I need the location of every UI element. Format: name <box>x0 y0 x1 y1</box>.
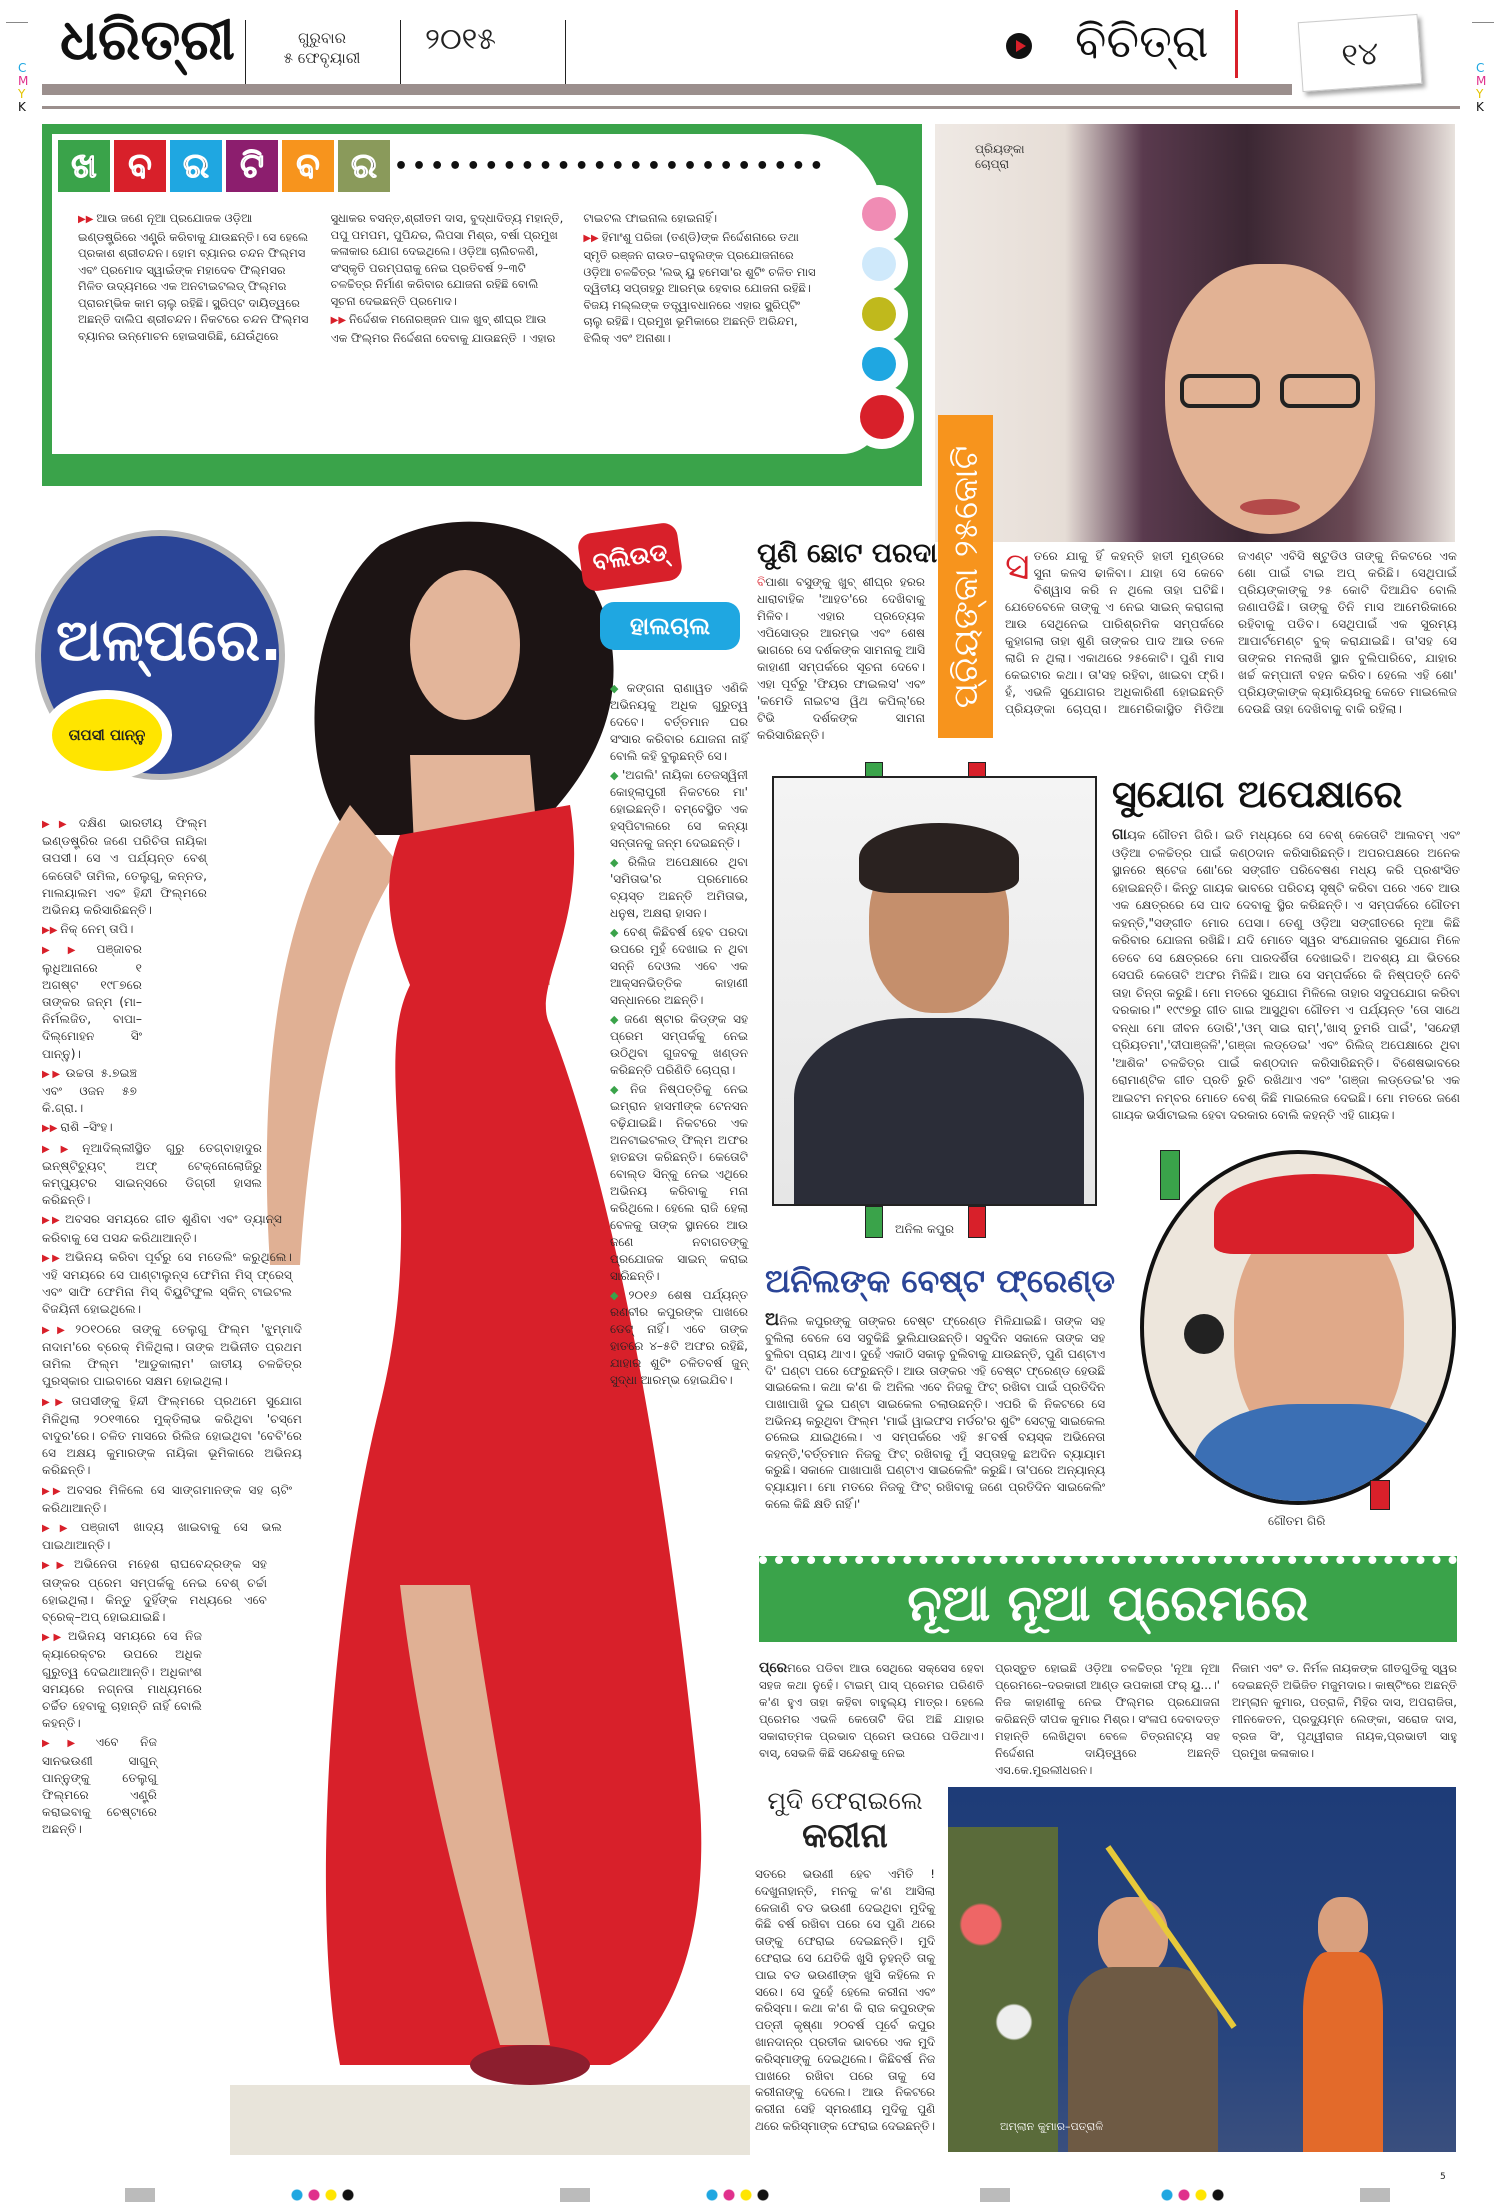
divider <box>245 20 246 85</box>
fact-item: ▶▶ ଅଭିନେତା ମହେଶ ରାଘବେନ୍ଦ୍ରଙ୍କ ସହ ତାଙ୍କର ପ୍ରେମ ସମ୍ପର୍କକୁ ନେଇ ବେଶ୍ ଚର୍ଚ୍ଚା ହୋଇଥିଲା। କିନ୍ତୁ ଦୁହିଁଙ୍କ ମଧ୍ୟରେ ଏବେ ବ୍ରେକ୍–ଅପ୍ ହୋଇଯାଇଛି। <box>42 1557 267 1624</box>
drop-cap: ସ <box>1005 544 1030 588</box>
drop-cap: ଗା <box>1112 825 1127 843</box>
nua-prem-headline: ନୂଆ ନୂଆ ପ୍ରେମରେ <box>907 1573 1309 1632</box>
fact-item: ▶▶ ୨୦୧୦ରେ ତାଙ୍କୁ ତେଲୁଗୁ ଫିଲ୍ମ 'ଝୁମ୍ମାଦି ନାଦାମ'ରେ ବ୍ରେକ୍ ମିଳିଥିଲା। ତାଙ୍କ ଅଭିନୀତ ପ୍ରଥମ ତାମିଲ ଫିଲ୍ମ 'ଆଡୁକାଲାମ' ଜାତୀୟ ଚଳଚ୍ଚିତ୍ର ପୁରସ୍କାର ପାଇବାରେ ସକ୍ଷମ ହୋଇଥିଲା। <box>42 1321 302 1389</box>
nua-prem-photo <box>948 1787 1456 2152</box>
bollywood-item: ◆ 'ଅଗଲି' ନାୟିକା ତେଜସ୍ୱିନୀ କୋହ୍ଲାପୁରୀ ନିକଟରେ ମା' ହୋଇଛନ୍ତି। ବମ୍ବେସ୍ଥିତ ଏକ ହସ୍‌ପିଟାଲରେ ସେ କନ୍ୟା ସନ୍ତାନକୁ ଜନ୍ମ ଦେଇଛନ୍ତି। <box>610 768 748 850</box>
crop-mark <box>6 22 28 23</box>
gautam-article: ଗାୟକ ଗୌତମ ଗିରି। ଇତି ମଧ୍ୟରେ ସେ ବେଶ୍ କେତୋଟି ଆଲବମ୍ ଏବଂ ଓଡ଼ିଆ ଚଳଚ୍ଚିତ୍ର ପାଇଁ କଣ୍ଠଦାନ କରିସାରିଛନ୍ତି। ଅପରପକ୍ଷରେ ଅନେକ ସ୍ଥାନରେ ଷ୍ଟେଜ ଶୋ'ରେ ସଙ୍ଗୀତ ପରିବେଷଣ ମଧ୍ୟ କରି ପ୍ରଶଂସିତ ହୋଇଛନ୍ତି। କିନ୍ତୁ ଗାୟକ ଭାବରେ ପରିଚୟ ସୃଷ୍ଟି କରିବା ପରେ ଏବେ ଆଉ ଏକ କ୍ଷେତ୍ରରେ ସେ ପାଦ ଦେବାକୁ ସ୍ଥିର କରିଛନ୍ତି। ଏ ସମ୍ପର୍କରେ ଗୌତମ କହନ୍ତି,"ସଙ୍ଗୀତ ମୋର ପେସା। ତେଣୁ ଓଡ଼ିଆ ସଙ୍ଗୀତରେ ନୂଆ କିଛି କରିବାର ଯୋଜନା ରଖିଛି। ଯଦି ମୋତେ ସ୍ୱର ସଂଯୋଜନାର ସୁଯୋଗ ମିଳେ ତେବେ ସେ କ୍ଷେତ୍ରରେ ମୋ ପାରଦର୍ଶିତା ଦେଖାଇବି। ଅବଶ୍ୟ ଯା ଭିତରେ ସେପରି କେତୋଟି ଅଫର ମିଳିଛି। ଆଉ ସେ ସମ୍ପର୍କରେ କି ନିଷ୍ପତ୍ତି ନେବି ତାହା ଚିନ୍ତା କରୁଛି। ମୋ ମତରେ ସୁଯୋଗ ମିଳିଲେ ତାହାର ସଦୁପଯୋଗ କରିବା ଦରକାର।" ୧୯୯୭ରୁ ଗୀତ ଗାଇ ଆସୁଥିବା ଗୌତମ ଏ ପର୍ଯ୍ୟନ୍ତ 'ତୋ ସାଥେ ବନ୍ଧା ମୋ ଜୀବନ ଡୋରି','ଓମ୍ ସାଇ ରାମ୍','ଖାସ୍ ତୁମରି ପାଇଁ', 'ସନ୍ଦେହୀ ପ୍ରିୟତମା','ଦୀପାଞ୍ଜଳି','ଗଞ୍ଜା ଲଡ୍ଡେଇ' ଏବଂ ରିଲିଜ୍ ଅପେକ୍ଷାରେ ଥିବା 'ଆଶିକ' ଚଳଚ୍ଚିତ୍ର ପାଇଁ କଣ୍ଠଦାନ କରିସାରିଛନ୍ତି। ବିଶେଷଭାବରେ ରୋମାଣ୍ଟିକ ଗୀତ ପ୍ରତି ରୁଚି ରଖିଥାଏ ଏବଂ 'ଗଞ୍ଜା ଲଡ୍ଡେଇ'ର ଏକ ଆଇଟମ ନମ୍ବର ମୋତେ ବେଶ୍ କିଛି ମାଇଲେଜ ଦେଇଛି। ମୋ ମତରେ ଜଣେ ଗାୟକ ଭର୍ସାଟାଇଲ ହେବା ଦରକାର ବୋଲି କହନ୍ତି ଏହି ଗାୟକ। <box>1112 825 1460 1122</box>
arrow-icon: ▶▶ <box>78 214 94 225</box>
anil-frame-red <box>968 1206 986 1238</box>
arrow-icon: ▶▶ <box>330 315 347 326</box>
footer-color-bar <box>0 2188 1500 2204</box>
fact-item: ▶▶ ପଞ୍ଜାବର ଲୁଧିଆନାରେ ୧ ଅଗଷ୍ଟ ୧୯୮୭ରେ ତାଙ୍କର ଜନ୍ମ (ମା–ନିର୍ମଲଜିତ, ବାପା–ଦିଲ୍‌ମୋହନ ସିଂ ପାନ୍ନୁ)। <box>42 942 142 1061</box>
bollywood-badge-top: ବଲିଉଡ୍ <box>576 521 683 592</box>
gautam-frame-red <box>1370 1480 1390 1510</box>
nua-prem-col: ପ୍ରସ୍ତୁତ ହୋଇଛି ଓଡ଼ିଆ ଚଳଚ୍ଚିତ୍ର 'ନୂଆ ନୂଆ ପ୍ରେମରେ–ଦରକାରୀ ଆଣ୍ଡ ଉପକାରୀ ଫର୍ ୟୁ...।' ନିଜ କାହାଣୀକୁ ନେଇ ଫିଲ୍ମର ପ୍ରଯୋଜନା କରିଛନ୍ତି ଦୀପକ କୁମାର ମିଶ୍ର। ସଂଳାପ ଦେବାଦତ୍ତ ମହାନ୍ତି ଲେଖିଥିବା ବେଳେ ଚିତ୍ରନାଟ୍ୟ ସହ ନିର୍ଦ୍ଦେଶନା ଦାୟିତ୍ୱରେ ଅଛନ୍ତି ଏସ.କେ.ମୁରଲୀଧରନ। <box>995 1661 1221 1777</box>
fact-item: ▶▶ ଦକ୍ଷିଣ ଭାରତୀୟ ଫିଲ୍ମ ଇଣ୍ଡଷ୍ଟ୍ରିର ଜଣେ ପରିଚିତା ନାୟିକା ତାପସୀ। ସେ ଏ ପର୍ଯ୍ୟନ୍ତ ବେଶ୍ କେତୋଟି ତାମିଲ, ତେଲୁଗୁ, କନ୍ନଡ, ମାଲୟାଲମ ଏବଂ ହିନ୍ଦୀ ଫିଲ୍ମରେ ଅଭିନୟ କରିସାରିଛନ୍ତି। <box>42 816 207 918</box>
bollywood-item: ◆ ୨୦୧୬ ଶେଷ ପର୍ଯ୍ୟନ୍ତ ରଣବୀର କପୁରଙ୍କ ପାଖରେ ଡେଟ୍ ନାହିଁ। ଏବେ ତାଙ୍କ ହାତରେ ୪–୫ଟି ଅଫର ରହିଛି, ଯାହାର ଶୁଟିଂ ଚଳିତବର୍ଷ ଜୁନ୍ ସୁଦ୍ଧା ଆରମ୍ଭ ହୋଇଯିବ। <box>610 1288 748 1387</box>
masthead-dateline: ଗୁରୁବାର ୫ ଫେବୃୟାରୀ <box>283 29 361 67</box>
page-number-tab <box>1298 14 1423 92</box>
section-title: ବିଚିତ୍ରା <box>1075 14 1209 68</box>
fact-item: ▶▶ ଅବସର ସମୟରେ ଗୀତ ଶୁଣିବା ଏବଂ ଡ୍ୟାନ୍ସ କରିବାକୁ ସେ ପସନ୍ଦ କରିଥାଆନ୍ତି। <box>42 1212 282 1245</box>
photo-caption: ଗୌତମ ଗିରି <box>1268 1514 1326 1528</box>
chhota-parada-headline: ପୁଣି ଛୋଟ ପରଦା <box>757 538 938 569</box>
gautam-photo <box>1140 1150 1456 1505</box>
fact-item: ▶▶ ଉଚ୍ଚତା ୫.୭ଇଞ୍ଚ ଏବଂ ଓଜନ ୫୭ କି.ଗ୍ରା.। <box>42 1065 138 1116</box>
arrow-icon: ▶▶ <box>583 232 599 244</box>
divider <box>565 20 566 85</box>
bollywood-item: ◆ ରିଲିଜ ଅପେକ୍ଷାରେ ଥିବା 'ସମିତାଭ'ର ପ୍ରମୋରେ ବ୍ୟସ୍ତ ଅଛନ୍ତି ଅମିତାଭ, ଧନୁଷ, ଅକ୍ଷରା ହାସନ। <box>610 855 748 920</box>
header-rule <box>42 106 1460 109</box>
bollywood-item: ◆ ବେଶ୍ କିଛିବର୍ଷ ହେବ ପରଦା ଉପରେ ମୁହଁ ଦେଖାଇ ନ ଥିବା ସନ୍ନି ଦେଓଲ ଏବେ ଏକ ଆକ୍ସନଭିତ୍ତିକ କାହାଣୀ ସନ୍ଧାନରେ ଅଛନ୍ତି। <box>610 925 748 1007</box>
masthead-year: ୨୦୧୫ <box>425 22 497 57</box>
fact-item: ▶▶ ଅଭିନୟ କରିବା ପୂର୍ବରୁ ସେ ମଡେଲିଂ କରୁଥିଲେ। ଏହି ସମୟରେ ସେ ପାଣ୍ଟାଲୁନ୍ସ ଫେମିନା ମିସ୍ ଫ୍ରେସ୍ ଏବଂ ସାଫି ଫେମିନା ମିସ୍ ବିୟୁଟିଫୁଲ ସ୍କିନ୍ ଟାଇଟଲ ବିଜୟିନୀ ହୋଇଥିଲେ। <box>42 1249 292 1317</box>
header-band <box>42 84 1292 95</box>
crop-mark <box>1472 22 1494 23</box>
khabar-item: ▶▶ ନିର୍ଦ୍ଦେଶକ ମନୋରଞ୍ଜନ ପାଳ ଖୁବ୍ ଶୀଘ୍ର ଆଉ ଏକ ଫିଲ୍ମର ନିର୍ଦ୍ଦେଶନା ଦେବାକୁ ଯାଉଛନ୍ତି । ଏହାର ଟାଇଟଲ ଫାଇନାଲ ହୋଇନାହିଁ। <box>330 211 718 345</box>
bollywood-item: ◆ ନିଜ ନିଷ୍ପତ୍ତିକୁ ନେଇ ଇମ୍ରାନ ହାସମୀଙ୍କ ଟେନସନ ବଢ଼ିଯାଇଛି। ନିକଟରେ ଏକ ଅନଟାଇଟଲଡ୍ ଫିଲ୍ମ ଅଫର ହାତଛଡା କରିଛନ୍ତି। କେତୋଟି ବୋଲ୍ଡ ସିନ୍‌କୁ ନେଇ ଏଥିରେ ଅଭିନୟ କରିବାକୁ ମନା କରିଥିଲେ। ହେଲେ ରାଜି ହେଲା ବେଳକୁ ତାଙ୍କ ସ୍ଥାନରେ ଆଉ ଜଣେ ନବାଗତଙ୍କୁ ପ୍ରଯୋଜକ ସାଇନ୍ କରାଇ ସାରିଛନ୍ତି। <box>610 1082 748 1283</box>
photo-caption: ଅନିଲ କପୁର <box>895 1222 954 1236</box>
gautam-headline: ସୁଯୋଗ ଅପେକ୍ଷାରେ <box>1112 772 1403 816</box>
fact-item: ▶▶ ନିକ୍ ନେମ୍ ତାପି। <box>42 922 134 937</box>
gautam-frame-green <box>1160 1150 1180 1200</box>
face <box>410 570 520 720</box>
fact-item: ▶▶ ପଞ୍ଜାବୀ ଖାଦ୍ୟ ଖାଇବାକୁ ସେ ଭଲ ପାଇଥାଆନ୍ତି। <box>42 1519 282 1553</box>
photo-caption: ଅମ୍ଲାନ କୁମାର–ପତ୍ରାଳି <box>1000 2120 1104 2133</box>
play-icon <box>1006 33 1032 59</box>
priyanka-vertical-title: ପ୍ରିୟଙ୍କା ୨୫କୋଟି <box>938 415 993 738</box>
bollywood-badge-bottom: ହାଲଚାଲ <box>600 602 740 650</box>
nua-prem-col: ପ୍ରେମରେ ପଡିବା ଆଉ ସେଥିରେ ସକ୍‌ସେସ ହେବା ସହଜ କଥା ନୁହେଁ। ଟାଇମ୍ ପାସ୍ ପ୍ରେମର ପରିଣତି କ'ଣ ହୁଏ ତାହା କହିବା ବାହୁଲ୍ୟ ମାତ୍ର। ହେଲେ ପ୍ରେମର ଏଭଳି କେତୋଟି ଦିଗ ଅଛି ଯାହାର ସକାରାତ୍ମକ ପ୍ରଭାବ ପ୍ରେମ ଉପରେ ପଡିଥାଏ। ବାସ୍, ସେଭଳି କିଛି ସନ୍ଦେଶକୁ ନେଇ <box>759 1660 984 1760</box>
photo-caption: ପ୍ରିୟଙ୍କା ଚୋପ୍ରା <box>975 142 1025 171</box>
footer-page-number: 5 <box>1440 2172 1446 2182</box>
bollywood-item: ◆ ଜଣେ ଷ୍ଟାର କିଡ୍‌ଙ୍କ ସହ ପ୍ରେମ ସମ୍ପର୍କକୁ ନେଇ ଉଠିଥିବା ଗୁଜବକୁ ଖଣ୍ଡନ କରିଛନ୍ତି ପରିଣିତି ଚୋପ୍ରା। <box>610 1012 748 1077</box>
divider <box>1235 10 1238 78</box>
fact-item: ▶▶ ଅଭିନୟ ସମୟରେ ସେ ନିଜ କ୍ୟାରେକ୍ଟର ଉପରେ ଅଧିକ ଗୁରୁତ୍ୱ ଦେଇଥାଆନ୍ତି। ଅଧିକାଂଶ ସମୟରେ ନଗ୍ନତା ମାଧ୍ୟମରେ ଚର୍ଚ୍ଚିତ ହେବାକୁ ଚାହାନ୍ତି ନାହିଁ ବୋଲି କହନ୍ତି। <box>42 1629 202 1731</box>
chhota-parada-article: ବିପାଶା ବସୁଙ୍କୁ ଖୁବ୍ ଶୀଘ୍ର ହରର ଧାରାବାହିକ 'ଆହତ'ରେ ଦେଖିବାକୁ ମିଳିବ। ଏହାର ପ୍ରତ୍ୟେକ ଏପିସୋଡ୍‌ର ଆରମ୍ଭ ଏବଂ ଶେଷ ଭାଗରେ ସେ ଦର୍ଶକଙ୍କ ସାମନାକୁ ଆସି କାହାଣୀ ସମ୍ପର୍କରେ ସୂଚନା ଦେବେ। ଏହା ପୂର୍ବରୁ 'ଫିୟର ଫାଇଲସ' ଏବଂ 'କମେଡି ନାଇଟସ ୱିଥ କପିଲ୍'ରେ ଟିଭି ଦର୍ଶକଙ୍କ ସାମନା କରିସାରିଛନ୍ତି। <box>757 575 925 742</box>
kareena-article: ସତରେ ଭଉଣୀ ହେବ ଏମିତି ! ଦେଖୁନାହାନ୍ତି, ମନକୁ କ'ଣ ଆସିଲା କେଜାଣି ବଡ ଭଉଣୀ ଦେଇଥିବା ମୁଦିକୁ କିଛି ବର୍ଷ ରଖିବା ପରେ ସେ ପୁଣି ଥରେ ତାଙ୍କୁ ଫେରାଇ ଦେଇଛନ୍ତି। ମୁଦି ଫେରାଇ ସେ ଯେତିକି ଖୁସି ନୁହନ୍ତି ତାକୁ ପାଇ ବଡ ଭଉଣୀଙ୍କ ଖୁସି କହିଲେ ନ ସରେ। ସେ ଦୁହେଁ ହେଲେ କରୀନା ଏବଂ କରିସ୍ମା। କଥା କ'ଣ କି ରାଜ କପୁରଙ୍କ ପତ୍ନୀ କୃଷ୍ଣା ୨୦ବର୍ଷ ପୂର୍ବେ କପୁର ଖାନଦାନ୍‌ର ପ୍ରତୀକ ଭାବରେ ଏକ ମୁଦି କରିସ୍ମାଙ୍କୁ ଦେଇଥିଲେ। କିଛିବର୍ଷ ନିଜ ପାଖରେ ରଖିବା ପରେ ତାକୁ ସେ କରୀନାଙ୍କୁ ଦେଲେ। ଆଉ ନିକଟରେ କରୀନା ସେହି ସ୍ମରଣୀୟ ମୁଦିକୁ ପୁଣି ଥରେ କରିସ୍ମାଙ୍କ ଫେରାଇ ଦେଇଛନ୍ତି। <box>755 1867 935 2133</box>
fact-item: ▶▶ ତାପସୀଙ୍କୁ ହିନ୍ଦୀ ଫିଲ୍ମରେ ପ୍ରଥମେ ସୁଯୋଗ ମିଳିଥିଲା ୨୦୧୩ରେ ମୁକ୍ତିଲାଭ କରିଥିବା 'ଚସ୍‌ମେ ବାଦୁର'ରେ। ଚଳିତ ମାସରେ ରିଲିଜ ହୋଇଥିବା 'ବେବି'ରେ ସେ ଅକ୍ଷୟ କୁମାରଙ୍କ ନାୟିକା ଭୂମିକାରେ ଅଭିନୟ କରିଛନ୍ତି। <box>42 1393 302 1478</box>
anil-photo <box>772 776 1097 1206</box>
shoe <box>470 2045 590 2085</box>
khabar-title: ଖ ବ ର ଟି ବ ର •••••••••••••••••••••••• <box>58 140 827 192</box>
registration-marks: C M Y K <box>18 61 29 114</box>
anil-article: ଅନିଲ କପୁରଙ୍କୁ ତାଙ୍କର ବେଷ୍ଟ ଫ୍ରେଣ୍ଡ ମିଳିଯାଇଛି। ତାଙ୍କ ସହ ବୁଲିଲା ବେଳେ ସେ ସବୁକିଛି ଭୁଲିଯାଉଛନ୍ତି। ସବୁଦିନ ସକାଳେ ତାଙ୍କ ସହ ବୁଲିବା ପ୍ରାୟ ଥାଏ। ଦୁହେଁ ଏକାଠି ସକାଳୁ ବୁଲିବାକୁ ଯାଉଛନ୍ତି, ପୁଣି ଘଣ୍ଟାଏ ଦି' ଘଣ୍ଟା ପରେ ଫେରୁଛନ୍ତି। ଆଉ ତାଙ୍କର ଏହି ବେଷ୍ଟ ଫ୍ରେଣ୍ଡ ହେଉଛି ସାଇକେଲ। କଥା କ'ଣ କି ଅନିଲ ଏବେ ନିଜକୁ ଫିଟ୍ ରଖିବା ପାଇଁ ପ୍ରତିଦିନ ପାଖାପାଖି ଦୁଇ ଘଣ୍ଟା ସାଇକେଲ ଚଲାଉଛନ୍ତି। ଏପରି କି ନିକଟରେ ସେ ଅଭିନୟ କରୁଥିବା ଫିଲ୍ମ 'ମାଇଁ ୱାଇଫସ ମର୍ଡର'ର ଶୁଟିଂ ସେଟ୍‌କୁ ସାଇକେଲ ଚଲେଇ ଯାଇଥିଲେ। ଏ ସମ୍ପର୍କରେ ଏହି ୫୮ବର୍ଷ ବୟସ୍କ ଅଭିନେତା କହନ୍ତି,'ବର୍ତ୍ତମାନ ନିଜକୁ ଫିଟ୍ ରଖିବାକୁ ମୁଁ ସପ୍ତାହକୁ ଛଅଦିନ ବ୍ୟାୟାମ କରୁଛି। ସକାଳେ ପାଖାପାଖି ଘଣ୍ଟାଏ ସାଇକେଲିଂ କରୁଛି। ତା'ପରେ ଅନ୍ୟାନ୍ୟ ବ୍ୟାୟାମ। ମୋ ମତରେ ନିଜକୁ ଫିଟ୍ ରଖିବାକୁ ଜଣେ ପ୍ରତିଦିନ ସାଇକେଲିଂ କଲେ କିଛି କ୍ଷତି ନାହିଁ।' <box>765 1309 1105 1511</box>
khabar-columns <box>78 210 818 346</box>
kareena-headline: ମୁଦି ଫେରାଇଲେ କରୀନା <box>767 1786 923 1856</box>
khabar-item: ▶▶ ଆଉ ଜଣେ ନୂଆ ପ୍ରଯୋଜକ ଓଡ଼ିଆ ଇଣ୍ଡଷ୍ଟ୍ରିରେ ଏଣ୍ଟ୍ରି କରିବାକୁ ଯାଉଛନ୍ତି। ସେ ହେଲେ ପ୍ରକାଶ ଶ୍ରୀଚନ୍ଦନ। ହୋମ ବ୍ୟାନର ଚନ୍ଦନ ଫିଲ୍ମସ ଏବଂ ପ୍ରମୋଦ ସ୍ୱାଇଁଙ୍କ ମହାଦେବ ଫିଲ୍ମସର ମିଳିତ ଉଦ୍ୟମରେ ଏକ ଅନଟାଇଟଲଡ୍ ଫିଲ୍ମର ପ୍ରାରମ୍ଭିକ କାମ ଚାଲୁ ରହିଛି। ସ୍କ୍ରିପ୍ଟ ଦାୟିତ୍ୱରେ ଅଛନ୍ତି ଦାଲିପ ଶ୍ରୀଚନ୍ଦନ। ନିକଟରେ ଚନ୍ଦନ ଫିଲ୍ମସ ବ୍ୟାନର ଉନ୍ମୋଚନ ହୋଇସାରିଛି, ଯେଉଁଥିରେ ସୁଧାକର ବସନ୍ତ,ଶ୍ରୀତମ ଦାସ, ବୁଦ୍ଧାଦିତ୍ୟ ମହାନ୍ତି, ପପୁ ପମପମ, ପୁପିନ୍ଦର, ଲିପସା ମିଶ୍ର, ବର୍ଷା ପ୍ରମୁଖ କଳାକାର ଯୋଗ ଦେଇଥିଲେ। ଓଡ଼ିଆ ଚାଲିଚଳଣି, ସଂସ୍କୃତି ପରମ୍ପରାକୁ ନେଇ ପ୍ରତିବର୍ଷ ୨–୩ଟି ଚଳଚ୍ଚିତ୍ର ନିର୍ମାଣ କରିବାର ଯୋଜନା ରହିଛି ବୋଲି ସୂଚନା ଦେଇଛନ୍ତି ପ୍ରମୋଦ। <box>78 211 564 343</box>
nua-prem-banner <box>759 1556 1457 1642</box>
nua-prem-col: ନିଜାମ ଏବଂ ଡ. ନିର୍ମଳ ନାୟକଙ୍କ ଗୀତଗୁଡିକୁ ସ୍ୱର ଦେଇଛନ୍ତି ଅଭିଜିତ ମଜୁମଦାର। କାଷ୍ଟିଂରେ ଅଛନ୍ତି ଅମ୍ଲାନ କୁମାର, ପତ୍ରାଳି, ମିହିର ଦାସ, ଅପରାଜିତା, ମୀନକେତନ, ପ୍ରଦ୍ୟୁମ୍ନ ଲେଙ୍କା, ସରୋଜ ଦାସ, ବ୍ରଜ ସିଂ, ପୃଥ୍ୱୀରାଜ ନାୟକ,ପ୍ରଭାତୀ ସାହୁ ପ୍ରମୁଖ କଳାକାର। <box>1232 1661 1457 1760</box>
fact-item: ▶▶ ରାଶି –ସିଂହ। <box>42 1120 113 1135</box>
divider <box>400 20 401 85</box>
bollywood-item: ◆ କଙ୍ଗନା ରାଣାୱତ ଏଣିକି ଅଭିନୟକୁ ଅଧିକ ଗୁରୁତ୍ୱ ଦେବେ। ବର୍ତ୍ତମାନ ଘର ସଂସାର କରିବାର ଯୋଜନା ନାହିଁ ବୋଲି କହି ବୁଲୁଛନ୍ତି ସେ। <box>610 681 748 763</box>
drop-cap: ଅ <box>765 1309 780 1330</box>
taapsee-headline: ଅଳ୍ପରେ.. <box>56 606 305 674</box>
masthead-brand: ଧରିତ୍ରୀ <box>60 8 235 73</box>
taapsee-name-badge: ତାପସୀ ପାନ୍ନୁ <box>42 690 172 780</box>
page-number: ୧୪ <box>1340 33 1380 75</box>
bollywood-column <box>610 680 748 1391</box>
fact-item: ▶▶ ନୂଆଦିଲ୍ଲୀସ୍ଥିତ ଗୁରୁ ତେଗ୍‌ବାହାଦୁର ଇନ୍‌ଷ୍ଟିଚ୍ୟୁଟ୍ ଅଫ୍ ଟେକ୍ନୋଲୋଜିରୁ କମ୍ପ୍ୟୁଟର ସାଇନ୍ସରେ ଡିଗ୍ରୀ ହାସଲ କରିଛନ୍ତି। <box>42 1140 262 1208</box>
priyanka-photo <box>935 124 1455 542</box>
registration-marks: C M Y K <box>1476 61 1487 114</box>
drop-cap: ବି <box>757 575 766 589</box>
anil-headline: ଅନିଲଙ୍କ ବେଷ୍ଟ ଫ୍ରେଣ୍ଡ <box>765 1262 1116 1300</box>
priyanka-article: ସତରେ ଯାକୁ ହିଁ କହନ୍ତି ହାତୀ ମୁଣ୍ଡରେ ସୁନା କଳସ ଢାଳିବା। ଯାହା ସେ କେବେ ବିଶ୍ୱାସ କରି ନ ଥିଲେ ତାହା ଘଟିଛି। ଯେତେବେଳେ ତାଙ୍କୁ ଏ ନେଇ ସାଇନ୍ କରାଗଲା ଆଉ ସେଥିନେଇ ପାରିଶ୍ରମିକ ସମ୍ପର୍କରେ କୁହାଗଲା ତାହା ଶୁଣି ତାଙ୍କର ପାଦ ଆଉ ତଳେ ଲାଗି ନ ଥିଲା। ଏକାଥରେ ୨୫କୋଟି। ପୁଣି ମାସ କେଇଟାର କଥା। ତା'ସହ ରହିବା, ଖାଇବା ଫ୍ରି। ହଁ, ଏଭଳି ସୁଯୋଗର ଅଧିକାରିଣୀ ହୋଇଛନ୍ତି ପ୍ରିୟଙ୍କା ଚୋପ୍ରା। ଆମେରିକାସ୍ଥିତ ମିଡିଆ ଜଏଣ୍ଟ ଏବିସି ଷ୍ଟୁଡିଓ ତାଙ୍କୁ ନିକଟରେ ଏକ ଶୋ ପାଇଁ ଟାଇ ଅପ୍ କରିଛି। ସେଥିପାଇଁ ପ୍ରିୟଙ୍କାଙ୍କୁ ୨୫ କୋଟି ଦିଆଯିବ ବୋଲି ଜଣାପଡିଛି। ତାଙ୍କୁ ତିନି ମାସ ଆମେରିକାରେ ରହିବାକୁ ପଡିବ। ସେଥିପାଇଁ ଏକ ସୁରମ୍ୟ ଆପାର୍ଟମେଣ୍ଟ ବୁକ୍ କରାଯାଇଛି। ତା'ସହ ସେ ତାଙ୍କର ମନଲାଖି ସ୍ଥାନ ବୁଲିପାରିବେ, ଯାହାର ଖର୍ଚ୍ଚ କମ୍ପାନୀ ବହନ କରିବ। ହେଲେ ଏହି ଶୋ' ପ୍ରିୟଙ୍କାଙ୍କ କ୍ୟାରିୟରକୁ କେତେ ମାଇଲେଜ ଦେଉଛି ତାହା ଦେଖିବାକୁ ବାକି ରହିଲା। <box>1005 544 1457 716</box>
decorative-ring-red <box>850 385 914 449</box>
drop-cap: ପ୍ରେ <box>759 1660 788 1676</box>
dot-leader: •••••••••••••••••••••••• <box>394 153 828 179</box>
fact-item: ▶▶ ଏବେ ନିଜ ସାନଭଉଣୀ ସାଗୁନ୍ ପାନ୍ନୁଙ୍କୁ ତେଲୁଗୁ ଫିଲ୍ମରେ ଏଣ୍ଟ୍ରି କରାଇବାକୁ ଚେଷ୍ଟାରେ ଅଛନ୍ତି। <box>42 1735 157 1837</box>
fact-item: ▶▶ ଅବସର ମିଳିଲେ ସେ ସାଙ୍ଗମାନଙ୍କ ସହ ଚାଟିଂ କରିଥାଆନ୍ତି। <box>42 1482 292 1515</box>
taapsee-facts <box>42 815 342 1841</box>
anil-frame-green <box>865 1206 883 1238</box>
ground <box>230 2085 750 2155</box>
khabar-item: ▶▶ ହିମାଂଶୁ ପରିଜା (ତଣ୍ଡି)ଙ୍କ ନିର୍ଦ୍ଦେଶନାରେ ତଥା ସ୍ମୃତି ରଞ୍ଜନ ରାଉତ–ରାହୁଲଙ୍କ ପ୍ରଯୋଜନାରେ ଓଡ଼ିଆ ଚଳଚ୍ଚିତ୍ର 'ଲଭ୍ ୟୁ ହମେସା'ର ଶୁଟିଂ ଚଳିତ ମାସ ଦ୍ୱିତୀୟ ସପ୍ତାହରୁ ଆରମ୍ଭ ହେବାର ଯୋଜନା ରହିଛି। ବିଜୟ ମଲ୍ଲଙ୍କ ତତ୍ତ୍ୱାବଧାନରେ ଏହାର ସ୍କ୍ରିପ୍ଟିଂ ଚାଲୁ ରହିଛି। ପ୍ରମୁଖ ଭୂମିକାରେ ଅଛନ୍ତି ଅରିନ୍ଦମ, ଝିଲିକ୍ ଏବଂ ଅନାଶା। <box>583 229 816 345</box>
